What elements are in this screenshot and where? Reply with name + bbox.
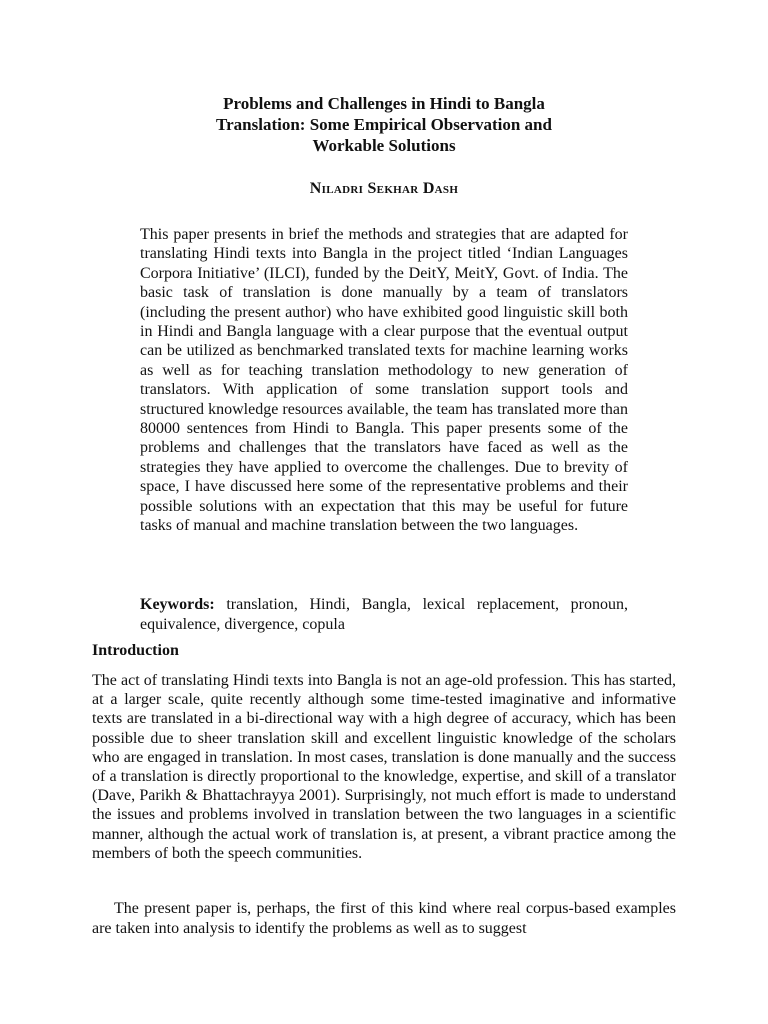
introduction-paragraph-2: The present paper is, perhaps, the first of this kind where real corpus-based examples are taken into analysis to identify the problems as well as to suggest: [92, 900, 676, 937]
keywords-label: Keywords:: [140, 596, 215, 613]
introduction-paragraph-1: The act of translating Hindi texts into Bangla is not an age-old profession. This has started, at a larger scale, quite recently although some time-tested imaginative and informative texts are translated in a bi-directional way with a high degree of accuracy, which has been possible due to sheer translation skill and excellent linguistic knowledge of the scholars who are engaged in translation. In most cases, translation is done manually and the success of a translation is directly proportional to the knowledge, expertise, and skill of a translator (Dave, Parikh & Bhattachrayya 2001). Surprisingly, not much effort is made to understand the issues and problems involved in translation between the two languages in a scientific manner, although the actual work of translation is, at present, a vibrant practice among the members of both the speech communities.: [92, 672, 676, 862]
keywords-list: translation, Hindi, Bangla, lexical replacement, pronoun, equivalence, divergence, copula: [140, 596, 628, 633]
abstract: This paper presents in brief the methods and strategies that are adapted for translating Hindi texts into Bangla in the project titled ‘Indian Languages Corpora Initiative’ (ILCI), funded by the DeitY, MeitY, Govt. of India. The basic task of translation is done manually by a team of translators (including the present author) who have exhibited good linguistic skill both in Hindi and Bangla language with a clear purpose that the eventual output can be utilized as benchmarked translated texts for machine learning works as well as for teaching translation methodology to new generation of translators. With application of some translation support tools and structured knowledge resources available, the team has translated more than 80000 sentences from Hindi to Bangla. This paper presents some of the problems and challenges that the translators have faced as well as the strategies they have applied to overcome the challenges. Due to brevity of space, I have discussed here some of the representative problems and their possible solutions with an expectation that this may be useful for future tasks of manual and machine translation between the two languages.: [140, 226, 628, 535]
paper-title-line-1: Problems and Challenges in Hindi to Bangla: [223, 94, 545, 113]
paper-title-line-2: Translation: Some Empirical Observation and: [216, 115, 552, 134]
author-name: Niladri Sekhar Dash: [309, 180, 459, 197]
paper-title-line-3: Workable Solutions: [312, 136, 456, 155]
section-heading-introduction: Introduction: [92, 642, 179, 659]
paper-title: [150, 93, 618, 156]
keywords: [140, 595, 628, 634]
